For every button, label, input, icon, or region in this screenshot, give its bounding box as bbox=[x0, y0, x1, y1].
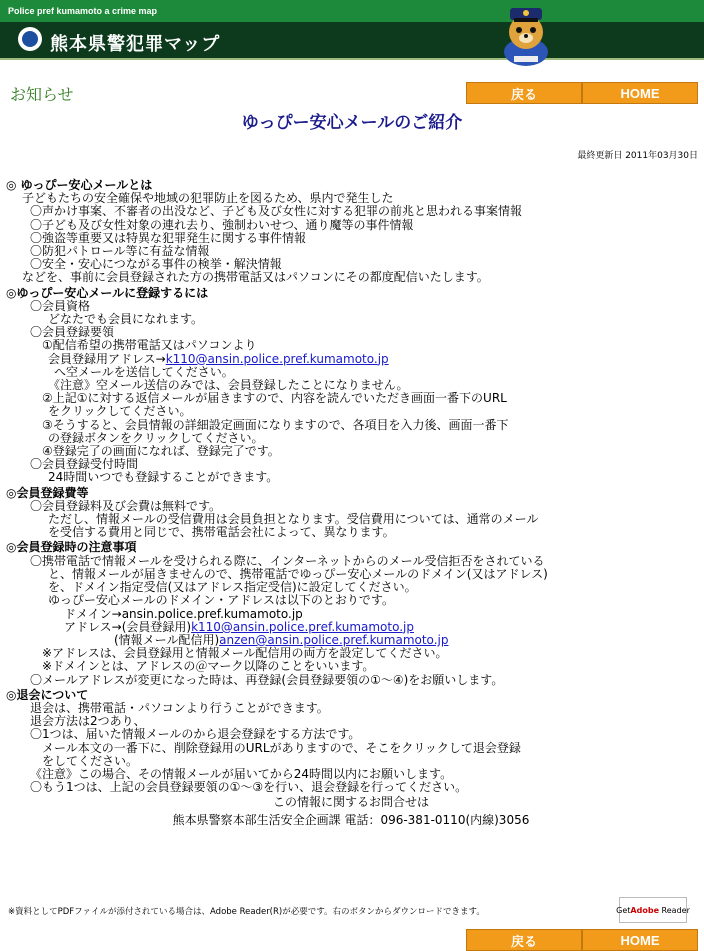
text-line: 子どもたちの安全確保や地域の犯罪防止を図るため、県内で発生した bbox=[22, 191, 394, 206]
text-line: 〇メールアドレスが変更になった時は、再登録(会員登録要領の①～④)をお願いします。 bbox=[30, 672, 504, 687]
contact-line: この情報に関するお問合せは bbox=[272, 795, 429, 810]
text-line: 〇声かけ事案、不審者の出没など、子ども及び女性に対する犯罪の前兆と思われる事案情報 bbox=[30, 204, 523, 219]
mascot-icon bbox=[496, 4, 556, 66]
text-line: ④登録完了の画面になれば、登録完了です。 bbox=[42, 444, 280, 459]
last-updated: 最終更新日 2011年03月30日 bbox=[577, 151, 698, 161]
text-line: 〇子ども及び女性対象の連れ去り、強制わいせつ、通り魔等の事件情報 bbox=[30, 217, 414, 232]
section-title-withdraw: ◎退会について bbox=[6, 687, 89, 702]
home-button-bottom[interactable]: HOME bbox=[582, 929, 698, 951]
text-line: を、ドメイン指定受信(又はアドレス指定受信)に設定してください。 bbox=[48, 580, 417, 595]
text-line: 〇もう1つは、上記の会員登録要領の①～③を行い、退会登録を行ってください。 bbox=[30, 780, 468, 795]
section-title-fees: ◎会員登録費等 bbox=[6, 485, 89, 500]
text-line: 〇携帯電話で情報メールを受けられる際に、インターネットからのメール受信拒否をされている bbox=[30, 553, 545, 568]
reader-get: Get bbox=[616, 905, 631, 915]
site-brand[interactable]: 熊本県警犯罪マップ bbox=[50, 34, 221, 54]
text-line: ただし、情報メールの受信費用は会員負担となります。受信費用については、通常のメール bbox=[48, 512, 539, 527]
text-line: 退会方法は2つあり、 bbox=[30, 714, 146, 729]
header-divider bbox=[0, 58, 704, 60]
text-line: などを、事前に会員登録された方の携帯電話又はパソコンにその都度配信いたします。 bbox=[22, 270, 489, 285]
text-line: をクリックしてください。 bbox=[48, 404, 192, 419]
text-line: の登録ボタンをクリックしてください。 bbox=[48, 430, 264, 445]
text-fragment: アドレス→(会員登録用) bbox=[64, 619, 192, 634]
back-button-bottom[interactable]: 戻る bbox=[466, 929, 582, 951]
register-address-link[interactable]: k110@ansin.police.pref.kumamoto.jp bbox=[191, 619, 414, 634]
register-email-link[interactable]: k110@ansin.police.pref.kumamoto.jp bbox=[165, 351, 389, 366]
site-header bbox=[0, 0, 704, 68]
text-line: 〇防犯パトロール等に有益な情報 bbox=[30, 244, 210, 259]
contact-line: 熊本県警察本部生活安全企画課 電話：096-381-0110(内線)3056 bbox=[172, 812, 530, 827]
main-content bbox=[6, 177, 696, 827]
text-line: 〇1つは、届いた情報メールのから退会登録をする方法です。 bbox=[30, 727, 361, 742]
text-line: メール本文の一番下に、削除登録用のURLがありますので、そこをクリックして退会登録 bbox=[42, 740, 521, 755]
text-line: と、情報メールが届きませんので、携帯電話でゆっぴー安心メールのドメイン(又はアドレス) bbox=[48, 566, 548, 581]
text-line: どなたでも会員になれます。 bbox=[48, 312, 204, 327]
text-line: ①配信希望の携帯電話又はパソコンより bbox=[42, 338, 257, 353]
section-title-register: ◎ゆっぴー安心メールに登録するには bbox=[6, 285, 209, 300]
pdf-note: ※資料としてPDFファイルが添付されている場合は、Adobe Reader(R)が必要です。右のボタンからダウンロードできます。 bbox=[8, 907, 485, 917]
notice-title: お知らせ bbox=[10, 85, 74, 104]
text-line: ※アドレスは、会員登録用と情報メール配信用の両方を設定してください。 bbox=[42, 646, 448, 661]
text-line: をしてください。 bbox=[42, 753, 139, 768]
reader-label: Reader bbox=[661, 905, 690, 915]
section-title-cautions: ◎会員登録時の注意事項 bbox=[6, 540, 137, 555]
text-line: ③そうすると、会員情報の詳細設定画面になりますので、各項目を入力後、画面一番下 bbox=[42, 417, 509, 432]
text-line: 《注意》この場合、その情報メールが届いてから24時間以内にお願いします。 bbox=[30, 766, 453, 781]
page-title: ゆっぴー安心メールのご紹介 bbox=[241, 113, 463, 133]
text-line: ②上記①に対する返信メールが届きますので、内容を読んでいただき画面一番下のURL bbox=[42, 391, 507, 406]
text-line: 〇会員資格 bbox=[30, 298, 91, 313]
home-button[interactable]: HOME bbox=[582, 82, 698, 104]
site-subtitle: Police pref kumamoto a crime map bbox=[8, 6, 158, 16]
text-line: 〇会員登録料及び会費は無料です。 bbox=[30, 498, 222, 513]
adobe-reader-badge[interactable] bbox=[616, 897, 690, 923]
delivery-address-link[interactable]: anzen@ansin.police.pref.kumamoto.jp bbox=[219, 632, 449, 647]
text-line: 《注意》空メール送信のみでは、会員登録したことになりません。 bbox=[48, 378, 409, 393]
text-line: を受信する費用と同じで、携帯電話会社によって、異なります。 bbox=[48, 525, 395, 540]
text-line: ※ドメインとは、アドレスの＠マーク以降のことをいいます。 bbox=[42, 659, 375, 674]
text-line bbox=[6, 353, 696, 366]
section-title-about: ◎ ゆっぴー安心メールとは bbox=[6, 178, 153, 192]
text-line: 〇会員登録要領 bbox=[30, 325, 115, 340]
text-line: ゆっぴー安心メールのドメイン・アドレスは以下のとおりです。 bbox=[48, 593, 394, 608]
text-line: ドメイン→ansin.police.pref.kumamoto.jp bbox=[64, 606, 303, 621]
reader-adobe: Adobe bbox=[630, 905, 659, 915]
text-line: 24時間いつでも登録することができます。 bbox=[48, 470, 279, 485]
text-line: 〇安全・安心につながる事件の検挙・解決情報 bbox=[30, 257, 282, 272]
text-line: 退会は、携帯電話・パソコンより行うことができます。 bbox=[30, 700, 329, 715]
text-fragment: 会員登録用アドレス→ bbox=[48, 351, 166, 366]
text-line: へ空メールを送信してください。 bbox=[54, 364, 234, 379]
text-fragment: (情報メール配信用) bbox=[114, 632, 220, 647]
back-button[interactable]: 戻る bbox=[466, 82, 582, 104]
text-line: 〇強盗等重要又は特異な犯罪発生に関する事件情報 bbox=[30, 230, 307, 245]
police-emblem-icon bbox=[18, 27, 42, 51]
text-line: 〇会員登録受付時間 bbox=[30, 457, 139, 472]
